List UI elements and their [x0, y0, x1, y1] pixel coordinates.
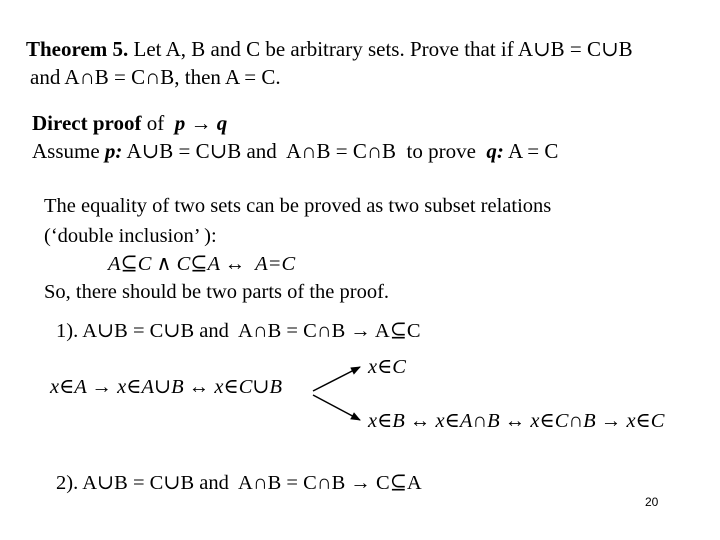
- q-expression: A = C: [503, 139, 559, 163]
- equality-line-1: The equality of two sets can be proved as two subset relations: [44, 195, 552, 217]
- direct-proof-line: Direct proof of p → q: [32, 111, 228, 135]
- part1-start: x∈A → x∈A∪B ↔ x∈C∪B: [50, 376, 283, 398]
- theorem-statement: Let A, B and C be arbitrary sets. Prove that if A∪B = C∪B: [128, 37, 633, 61]
- assume-line: Assume p: A∪B = C∪B and A∩B = C∩B to prove q: A = C: [32, 139, 559, 163]
- direct-proof-label: Direct proof: [32, 111, 142, 135]
- equality-line-4: So, there should be two parts of the proof.: [44, 281, 390, 303]
- theorem-label: Theorem 5.: [26, 37, 129, 61]
- assume-expression: A∪B = C∪B and A∩B = C∩B to prove: [122, 139, 487, 163]
- equality-line-2: (‘double inclusion’ ):: [44, 225, 217, 247]
- arrow-to-case-a: [313, 367, 360, 391]
- arrow-to-case-b: [313, 395, 360, 420]
- assume-p-label: p:: [104, 139, 123, 163]
- page-number: 20: [645, 495, 659, 509]
- part1-case-b: x∈B ↔ x∈A∩B ↔ x∈C∩B → x∈C: [368, 410, 665, 432]
- double-inclusion-formula: A⊆C ∧ C⊆A ↔ A=C: [108, 253, 296, 275]
- part1-case-a: x∈C: [368, 356, 406, 378]
- part1-heading: 1). A∪B = C∪B and A∩B = C∩B → A⊆C: [56, 320, 421, 342]
- theorem-line-2: and A∩B = C∩B, then A = C.: [30, 65, 281, 89]
- p-implies-q: p → q: [174, 111, 228, 135]
- part2-heading: 2). A∪B = C∪B and A∩B = C∩B → C⊆A: [56, 472, 422, 494]
- q-label: q:: [486, 139, 504, 163]
